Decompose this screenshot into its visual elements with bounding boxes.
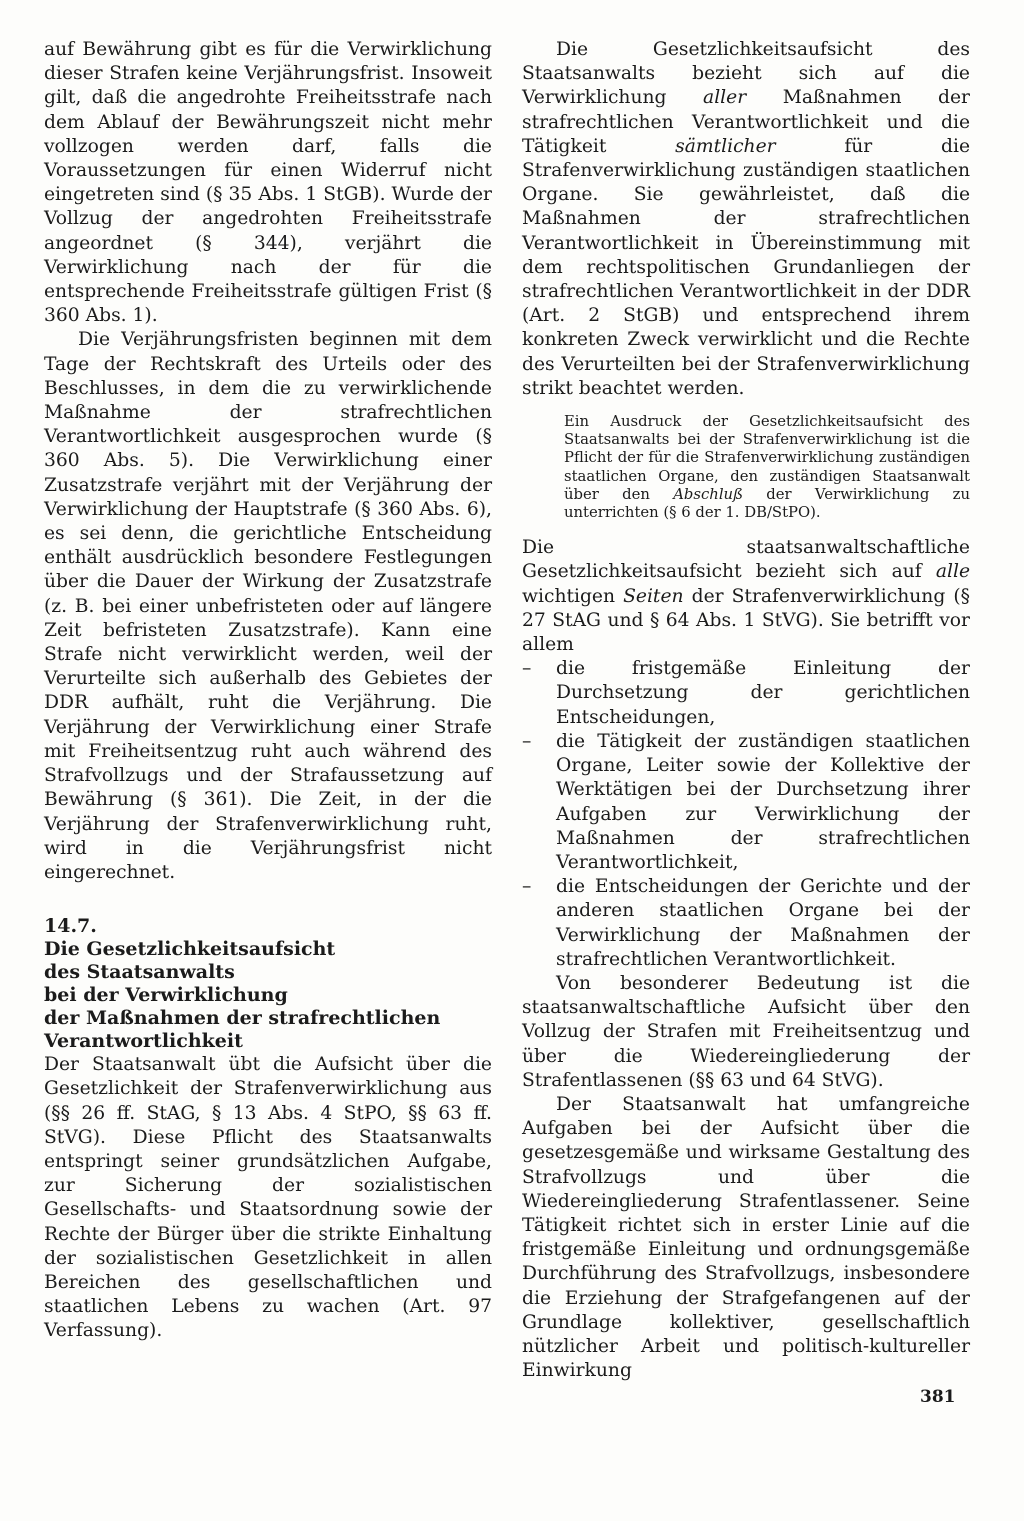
section-heading <box>44 915 492 1053</box>
text-span: Die staatsanwaltschaftliche Gesetzlichkeitsaufsicht bezieht sich auf <box>522 537 970 583</box>
section-title-line: bei der Verwirklichung <box>44 984 288 1007</box>
text-span: der Verwirklichung zu unterrichten (§ 6 der 1. DB/StPO). <box>564 485 970 522</box>
note-paragraph <box>522 413 970 522</box>
page-number: 381 <box>920 1387 956 1407</box>
paragraph: Der Staatsanwalt hat umfangreiche Aufgaben bei der Aufsicht über die gesetzesgemäße und wirksame Gestaltung des Strafvollzugs und über die Wiedereingliederung Strafentlassener. Seine Tätigkeit richtet sich in erster Linie auf die fristgemäße Einleitung und ordnungsgemäße Durchführung des Strafvollzugs, insbesondere die Erziehung der Strafgefangenen auf der Grundlage kollektiver, gesellschaftlich nützlicher Arbeit und politisch-kultureller Einwirkung <box>522 1093 970 1382</box>
list-item-text: die Tätigkeit der zuständigen staatlichen Organe, Leiter sowie der Kollektive der Werktätigen bei der Durchsetzung ihrer Aufgaben zur Verwirklichung der Maßnahmen der strafrechtlichen Verantwortlichkeit, <box>556 730 970 873</box>
emphasis: Seiten <box>623 585 684 607</box>
dash-list <box>522 657 970 972</box>
section-number: 14.7. <box>44 915 97 938</box>
list-item-text: die fristgemäße Einleitung der Durchsetzung der gerichtlichen Entscheidungen, <box>556 658 970 728</box>
paragraph: Von besonderer Bedeutung ist die staatsanwaltschaftliche Aufsicht über den Vollzug der Strafen mit Freiheitsentzug und über die Wiedereingliederung der Strafentlassenen (§§ 63 und 64 StVG). <box>522 972 970 1091</box>
text-span: Ein Ausdruck der Gesetzlichkeitsaufsicht des Staatsanwalts bei der Strafenverwirklichung ist die Pflicht der für die Strafenverwirklichung zuständigen staatlichen Organe, den zuständigen Staatsanwalt über den <box>564 413 970 503</box>
dash-marker: – <box>522 658 532 680</box>
paragraph: Der Staatsanwalt übt die Aufsicht über die Gesetzlichkeit der Strafenverwirklichung aus (§§ 26 ff. StAG, § 13 Abs. 4 StPO, §§ 63 ff. StVG). Diese Pflicht des Staatsanwalts entspringt seiner grundsätzlichen Aufgabe, zur Sicherung der sozialistischen Gesellschafts- und Staatsordnung sowie der Rechte der Bürger über die strikte Einhaltung der sozialistischen Gesetzlichkeit in allen Bereichen des gesellschaftlichen und staatlichen Lebens zu wachen (Art. 97 Verfassung). <box>44 1054 492 1342</box>
paragraph <box>522 536 970 657</box>
paragraph <box>522 38 970 401</box>
section-title-line: Verantwortlichkeit <box>44 1030 243 1053</box>
emphasis: sämtlicher <box>675 135 776 157</box>
list-item <box>522 875 970 972</box>
right-column <box>522 38 970 1383</box>
paragraph: auf Bewährung gibt es für die Verwirklichung dieser Strafen keine Verjährungsfrist. Insoweit gilt, daß die angedrohte Freiheitsstrafe nach dem Ablauf der Bewährungszeit nicht mehr vollzogen werden darf, falls die Voraussetzungen für einen Widerruf nicht eingetreten sind (§ 35 Abs. 1 StGB). Wurde der Vollzug der angedrohten Freiheitsstrafe angeordnet (§ 344), verjährt die Verwirklichung nach der für die entsprechende Freiheitsstrafe gültigen Frist (§ 360 Abs. 1). <box>44 39 492 327</box>
dash-marker: – <box>522 876 532 898</box>
section-title-line: Die Gesetzlichkeitsaufsicht <box>44 938 336 961</box>
section-title-line: der Maßnahmen der strafrechtlichen <box>44 1007 441 1030</box>
emphasis: Abschluß <box>673 485 743 503</box>
text-span: Maßnahmen der strafrechtlichen Verantwortlichkeit und die Tätigkeit <box>522 87 970 157</box>
text-span: der Strafenverwirklichung (§ 27 StAG und § 64 Abs. 1 StVG). Sie betrifft vor allem <box>522 585 970 656</box>
paragraph: Die Verjährungsfristen beginnen mit dem Tage der Rechtskraft des Urteils oder des Beschlusses, in dem die zu verwirklichende Maßnahme der strafrechtlichen Verantwortlichkeit ausgesprochen wurde (§ 360 Abs. 5). Die Verwirklichung einer Zusatzstrafe verjährt mit der Verjährung der Verwirklichung der Hauptstrafe (§ 360 Abs. 6), es sei denn, die gerichtliche Entscheidung enthält ausdrücklich besondere Festlegungen über die Dauer der Wirkung der Zusatzstrafe (z. B. bei einer unbefristeten oder auf längere Zeit befristeten Zusatzstrafe). Kann eine Strafe nicht verwirklicht werden, weil der Verurteilte sich außerhalb des Gebietes der DDR aufhält, ruht die Verjährung. Die Verjährung der Verwirklichung einer Strafe mit Freiheitsentzug ruht auch während des Strafvollzugs und der Strafaussetzung auf Bewährung (§ 361). Die Zeit, in der die Verjährung der Strafenverwirklichung ruht, wird in die Verjährungsfrist nicht eingerechnet. <box>44 329 492 883</box>
left-column <box>44 38 492 1344</box>
text-span: Die Gesetzlichkeitsaufsicht des Staatsanwalts bezieht sich auf die Verwirklichung <box>522 39 970 109</box>
list-item <box>522 730 970 875</box>
text-span: für die Strafenverwirklichung zuständigen staatlichen Organe. Sie gewährleistet, daß die Maßnahmen der strafrechtlichen Verantwortlichkeit in Übereinstimmung mit dem rechtspolitischen Grundanliegen der strafrechtlichen Verantwortlichkeit in der DDR (Art. 2 StGB) und entsprechend ihrem konkreten Zweck verwirklicht und die Rechte des Verurteilten bei der Strafenverwirklichung strikt beachtet werden. <box>522 135 970 399</box>
text-span: wichtigen <box>522 585 624 607</box>
dash-marker: – <box>522 730 532 752</box>
emphasis: alle <box>935 561 970 583</box>
list-item <box>522 657 970 730</box>
section-title-line: des Staatsanwalts <box>44 961 235 984</box>
list-item-text: die Entscheidungen der Gerichte und der anderen staatlichen Organe bei der Verwirklichung der Maßnahmen der strafrechtlichen Verantwortlichkeit. <box>556 876 970 970</box>
emphasis: aller <box>703 87 747 109</box>
